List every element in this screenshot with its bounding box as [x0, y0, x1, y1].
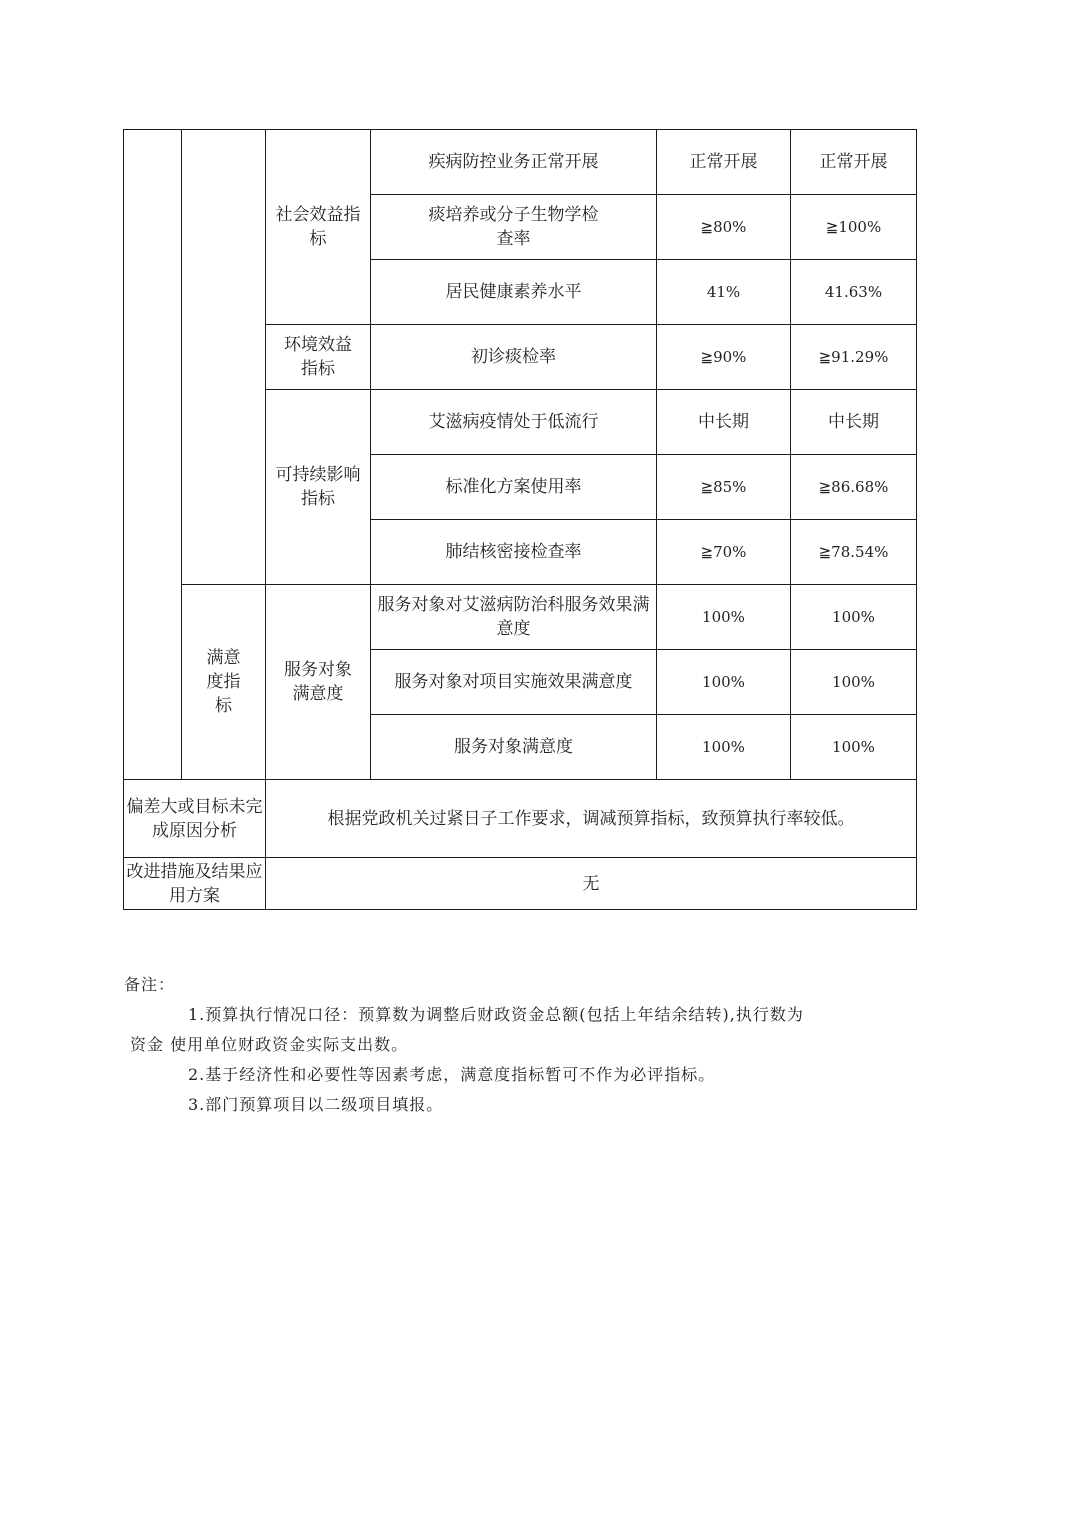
- indicator-name: 服务对象对艾滋病防治科服务效果满意度: [371, 585, 657, 650]
- indicator-name: 痰培养或分子生物学检查率: [371, 195, 657, 260]
- performance-indicator-table: [123, 129, 917, 910]
- deviation-analysis-label: 偏差大或目标未完成原因分析: [124, 780, 266, 858]
- note-item-3: 3.部门预算项目以二级项目填报。: [188, 1095, 444, 1114]
- category-service-satisfaction: 服务对象满意度: [266, 585, 371, 780]
- target-value: ≧70%: [657, 520, 791, 585]
- table-row: [124, 130, 917, 195]
- indicator-name: 疾病防控业务正常开展: [371, 130, 657, 195]
- actual-value: ≧86.68%: [791, 455, 917, 520]
- notes-heading: 备注：: [124, 975, 176, 994]
- actual-value: 100%: [791, 585, 917, 650]
- indicator-name: 艾滋病疫情处于低流行: [371, 390, 657, 455]
- level1-indicator-cell: [124, 130, 182, 780]
- improvement-plan-label: 改进措施及结果应用方案: [124, 858, 266, 910]
- table-row: [124, 858, 917, 910]
- target-value: 100%: [657, 585, 791, 650]
- table-row: [124, 585, 917, 650]
- indicator-name: 肺结核密接检查率: [371, 520, 657, 585]
- indicator-name: 标准化方案使用率: [371, 455, 657, 520]
- actual-value: ≧91.29%: [791, 325, 917, 390]
- category-environment-benefit: 环境效益指标: [266, 325, 371, 390]
- indicator-name: 居民健康素养水平: [371, 260, 657, 325]
- level2-indicator-cell: [182, 130, 266, 585]
- indicator-name: 初诊痰检率: [371, 325, 657, 390]
- actual-value: 中长期: [791, 390, 917, 455]
- table-row: [124, 780, 917, 858]
- category-social-benefit: 社会效益指标: [266, 130, 371, 325]
- indicator-name: 服务对象满意度: [371, 715, 657, 780]
- target-value: 中长期: [657, 390, 791, 455]
- actual-value: 正常开展: [791, 130, 917, 195]
- target-value: 100%: [657, 715, 791, 780]
- note-item-2: 2.基于经济性和必要性等因素考虑，满意度指标暂可不作为必评指标。: [188, 1065, 716, 1084]
- target-value: 41%: [657, 260, 791, 325]
- note-item-1: 1.预算执行情况口径：预算数为调整后财政资金总额(包括上年结余结转),执行数为: [188, 1005, 804, 1024]
- deviation-analysis-value: 根据党政机关过紧日子工作要求，调减预算指标，致预算执行率较低。: [266, 780, 917, 858]
- indicator-name: 服务对象对项目实施效果满意度: [371, 650, 657, 715]
- actual-value: 100%: [791, 715, 917, 780]
- actual-value: ≧100%: [791, 195, 917, 260]
- target-value: ≧90%: [657, 325, 791, 390]
- target-value: ≧85%: [657, 455, 791, 520]
- improvement-plan-value: 无: [266, 858, 917, 910]
- target-value: ≧80%: [657, 195, 791, 260]
- actual-value: 41.63%: [791, 260, 917, 325]
- category-sustainable-impact: 可持续影响指标: [266, 390, 371, 585]
- target-value: 100%: [657, 650, 791, 715]
- level2-satisfaction-indicator: 满意度指标: [182, 585, 266, 780]
- actual-value: ≧78.54%: [791, 520, 917, 585]
- target-value: 正常开展: [657, 130, 791, 195]
- note-item-1-continued: 资金 使用单位财政资金实际支出数。: [130, 1035, 409, 1054]
- notes-section: [124, 970, 924, 1120]
- actual-value: 100%: [791, 650, 917, 715]
